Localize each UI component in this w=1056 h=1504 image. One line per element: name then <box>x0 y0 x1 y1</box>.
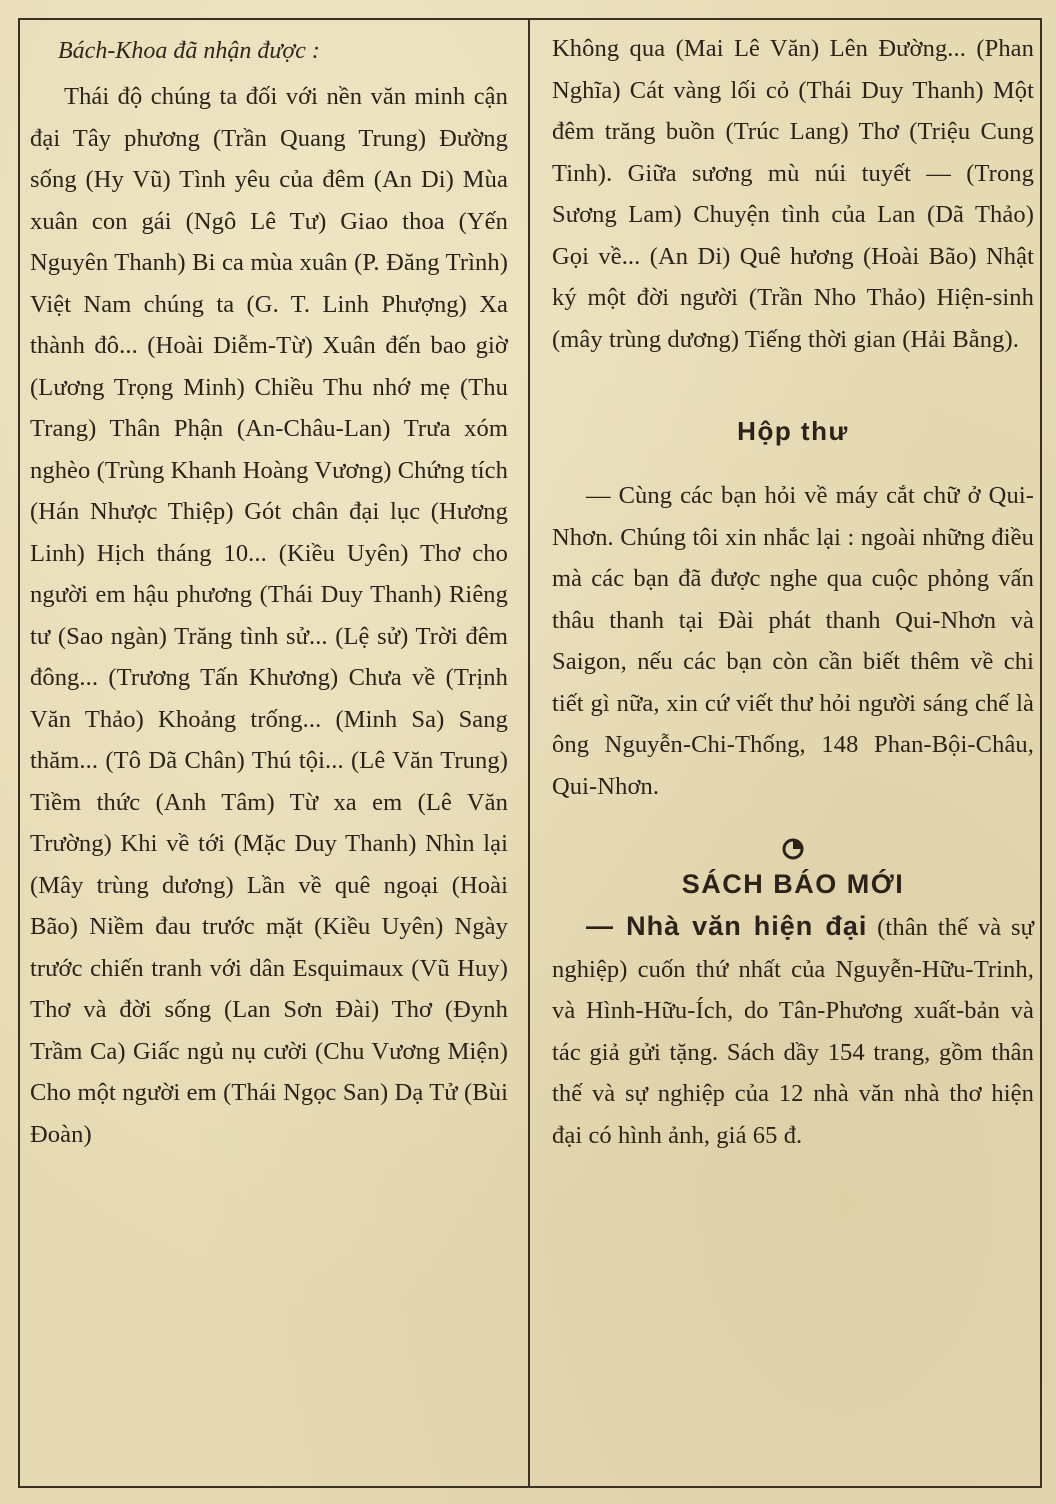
left-column <box>30 28 508 1155</box>
new-books-body <box>552 906 1034 1156</box>
received-list-continued: Không qua (Mai Lê Văn) Lên Đường... (Phan Nghĩa) Cát vàng lối cỏ (Thái Duy Thanh) Một đêm trăng buồn (Trúc Lang) Thơ (Triệu Cung Tinh). Giữa sương mù núi tuyết — (Trong Sương Lam) Chuyện tình của Lan (Dã Thảo) Gọi về... (An Di) Quê hương (Hoài Bão) Nhật ký một đời người (Trần Nho Thảo) Hiện-sinh (mây trùng dương) Tiếng thời gian (Hải Bằng). <box>552 35 1034 353</box>
new-books-title: SÁCH BÁO MỚI <box>681 869 905 899</box>
mailbox-title: Hộp thư <box>737 416 849 446</box>
received-list: Thái độ chúng ta đối với nền văn minh cận đại Tây phương (Trần Quang Trung) Đường sống (Hy Vũ) Tình yêu của đêm (An Di) Mùa xuân con gái (Ngô Lê Tư) Giao thoa (Yến Nguyên Thanh) Bi ca mùa xuân (P. Đăng Trình) Việt Nam chúng ta (G. T. Linh Phượng) Xa thành đô... (Hoài Diễm-Từ) Xuân đến bao giờ (Lương Trọng Minh) Chiều Thu nhớ mẹ (Thu Trang) Thân Phận (An-Châu-Lan) Trưa xóm nghèo (Trùng Khanh Hoàng Vương) Chứng tích (Hán Nhược Thiệp) Gót chân đại lục (Hương Linh) Hịch tháng 10... (Kiều Uyên) Thơ cho người em hậu phương (Thái Duy Thanh) Riêng tư (Sao ngàn) Trăng tình sử... (Lệ sử) Trời đêm đông... (Trương Tấn Khương) Chưa về (Trịnh Văn Thảo) Khoảng trống... (Minh Sa) Sang thăm... (Tô Dã Chân) Thú tội... (Lê Văn Trung) Tiềm thức (Anh Tâm) Từ xa em (Lê Văn Trường) Khi về tới (Mặc Duy Thanh) Nhìn lại (Mây trùng dương) Lần về quê ngoại (Hoài Bão) Niềm đau trước mặt (Kiều Uyên) Ngày trước chiến tranh với dân Esquimaux (Vũ Huy) Thơ và đời sống (Lan Sơn Đài) Thơ (Đynh Trầm Ca) Giấc ngủ nụ cười (Chu Vương Miện) Cho một người em (Thái Ngọc San) Dạ Tử (Bùi Đoàn) <box>30 83 508 1148</box>
mailbox-body: — Cùng các bạn hỏi về máy cắt chữ ở Qui-Nhơn. Chúng tôi xin nhắc lại : ngoài những điều mà các bạn đã được nghe qua cuộc phỏng vấn thâu thanh tại Đài phát thanh Qui-Nhơn và Saigon, nếu các bạn còn cần biết thêm về chi tiết gì nữa, xin cứ viết thư hỏi người sáng chế là ông Nguyễn-Chi-Thống, 148 Phan-Bội-Châu, Qui-Nhơn. <box>552 482 1034 800</box>
book-description: (thân thế và sự nghiệp) cuốn thứ nhất của Nguyễn-Hữu-Trinh, và Hình-Hữu-Ích, do Tân-Phương xuất-bản và tác giả gửi tặng. Sách dầy 154 trang, gồm thân thế và sự nghiệp của 12 nhà văn nhà thơ hiện đại có hình ảnh, giá 65 đ. <box>552 914 1034 1149</box>
received-heading: Bách-Khoa đã nhận được : <box>58 38 320 64</box>
column-divider <box>528 18 530 1488</box>
book-title: — Nhà văn hiện đại <box>586 911 868 941</box>
right-column <box>552 28 1034 1156</box>
ornament-icon <box>781 837 805 861</box>
section-ornament <box>552 837 1034 861</box>
